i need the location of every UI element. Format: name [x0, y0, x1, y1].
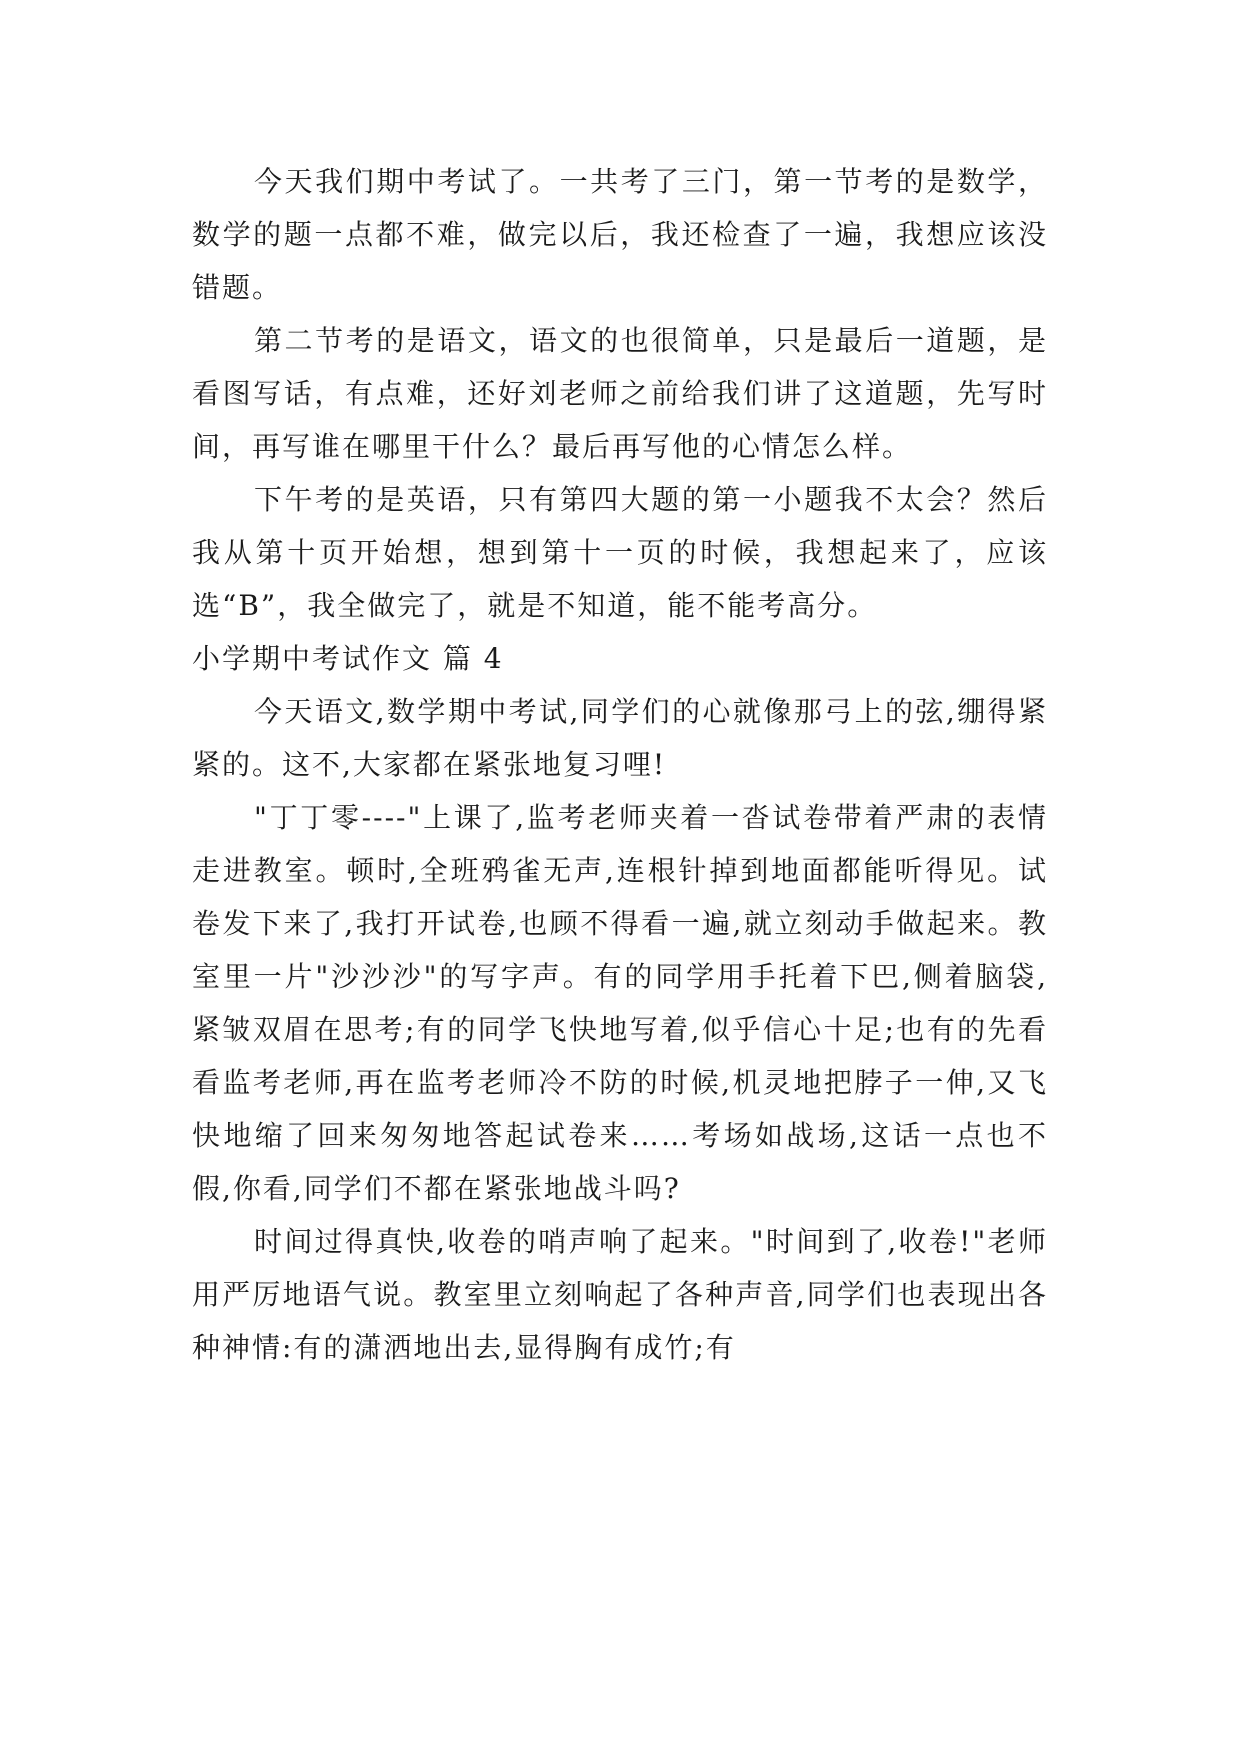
paragraph-exam-end: 时间过得真快,收卷的哨声响了起来。"时间到了,收卷!"老师用严厉地语气说。教室里立刻响起了各种声音,同学们也表现出各种神情:有的潇洒地出去,显得胸有成竹;有: [192, 1225, 1048, 1364]
paragraph-english-exam: 下午考的是英语，只有第四大题的第一小题我不太会？然后我从第十页开始想，想到第十一页的时候，我想起来了，应该选“B”，我全做完了，就是不知道，能不能考高分。: [192, 483, 1048, 622]
paragraph-intro: 今天语文,数学期中考试,同学们的心就像那弓上的弦,绷得紧紧的。这不,大家都在紧张地复习哩!: [192, 695, 1048, 781]
document-body: [192, 155, 1048, 1374]
section-title: 小学期中考试作文 篇 4: [192, 642, 504, 675]
paragraph-exam-scene: "丁丁零----"上课了,监考老师夹着一沓试卷带着严肃的表情走进教室。顿时,全班鸦雀无声,连根针掉到地面都能听得见。试卷发下来了,我打开试卷,也顾不得看一遍,就立刻动手做起来。教室里一片"沙沙沙"的写字声。有的同学用手托着下巴,侧着脑袋,紧皱双眉在思考;有的同学飞快地写着,似乎信心十足;也有的先看看监考老师,再在监考老师冷不防的时候,机灵地把脖子一伸,又飞快地缩了回来匆匆地答起试卷来……考场如战场,这话一点也不假,你看,同学们不都在紧张地战斗吗?: [192, 801, 1048, 1205]
paragraph-chinese-exam: 第二节考的是语文，语文的也很简单，只是最后一道题，是看图写话，有点难，还好刘老师之前给我们讲了这道题，先写时间，再写谁在哪里干什么？最后再写他的心情怎么样。: [192, 324, 1048, 463]
paragraph-math-exam: 今天我们期中考试了。一共考了三门，第一节考的是数学，数学的题一点都不难，做完以后，我还检查了一遍，我想应该没错题。: [192, 165, 1048, 304]
